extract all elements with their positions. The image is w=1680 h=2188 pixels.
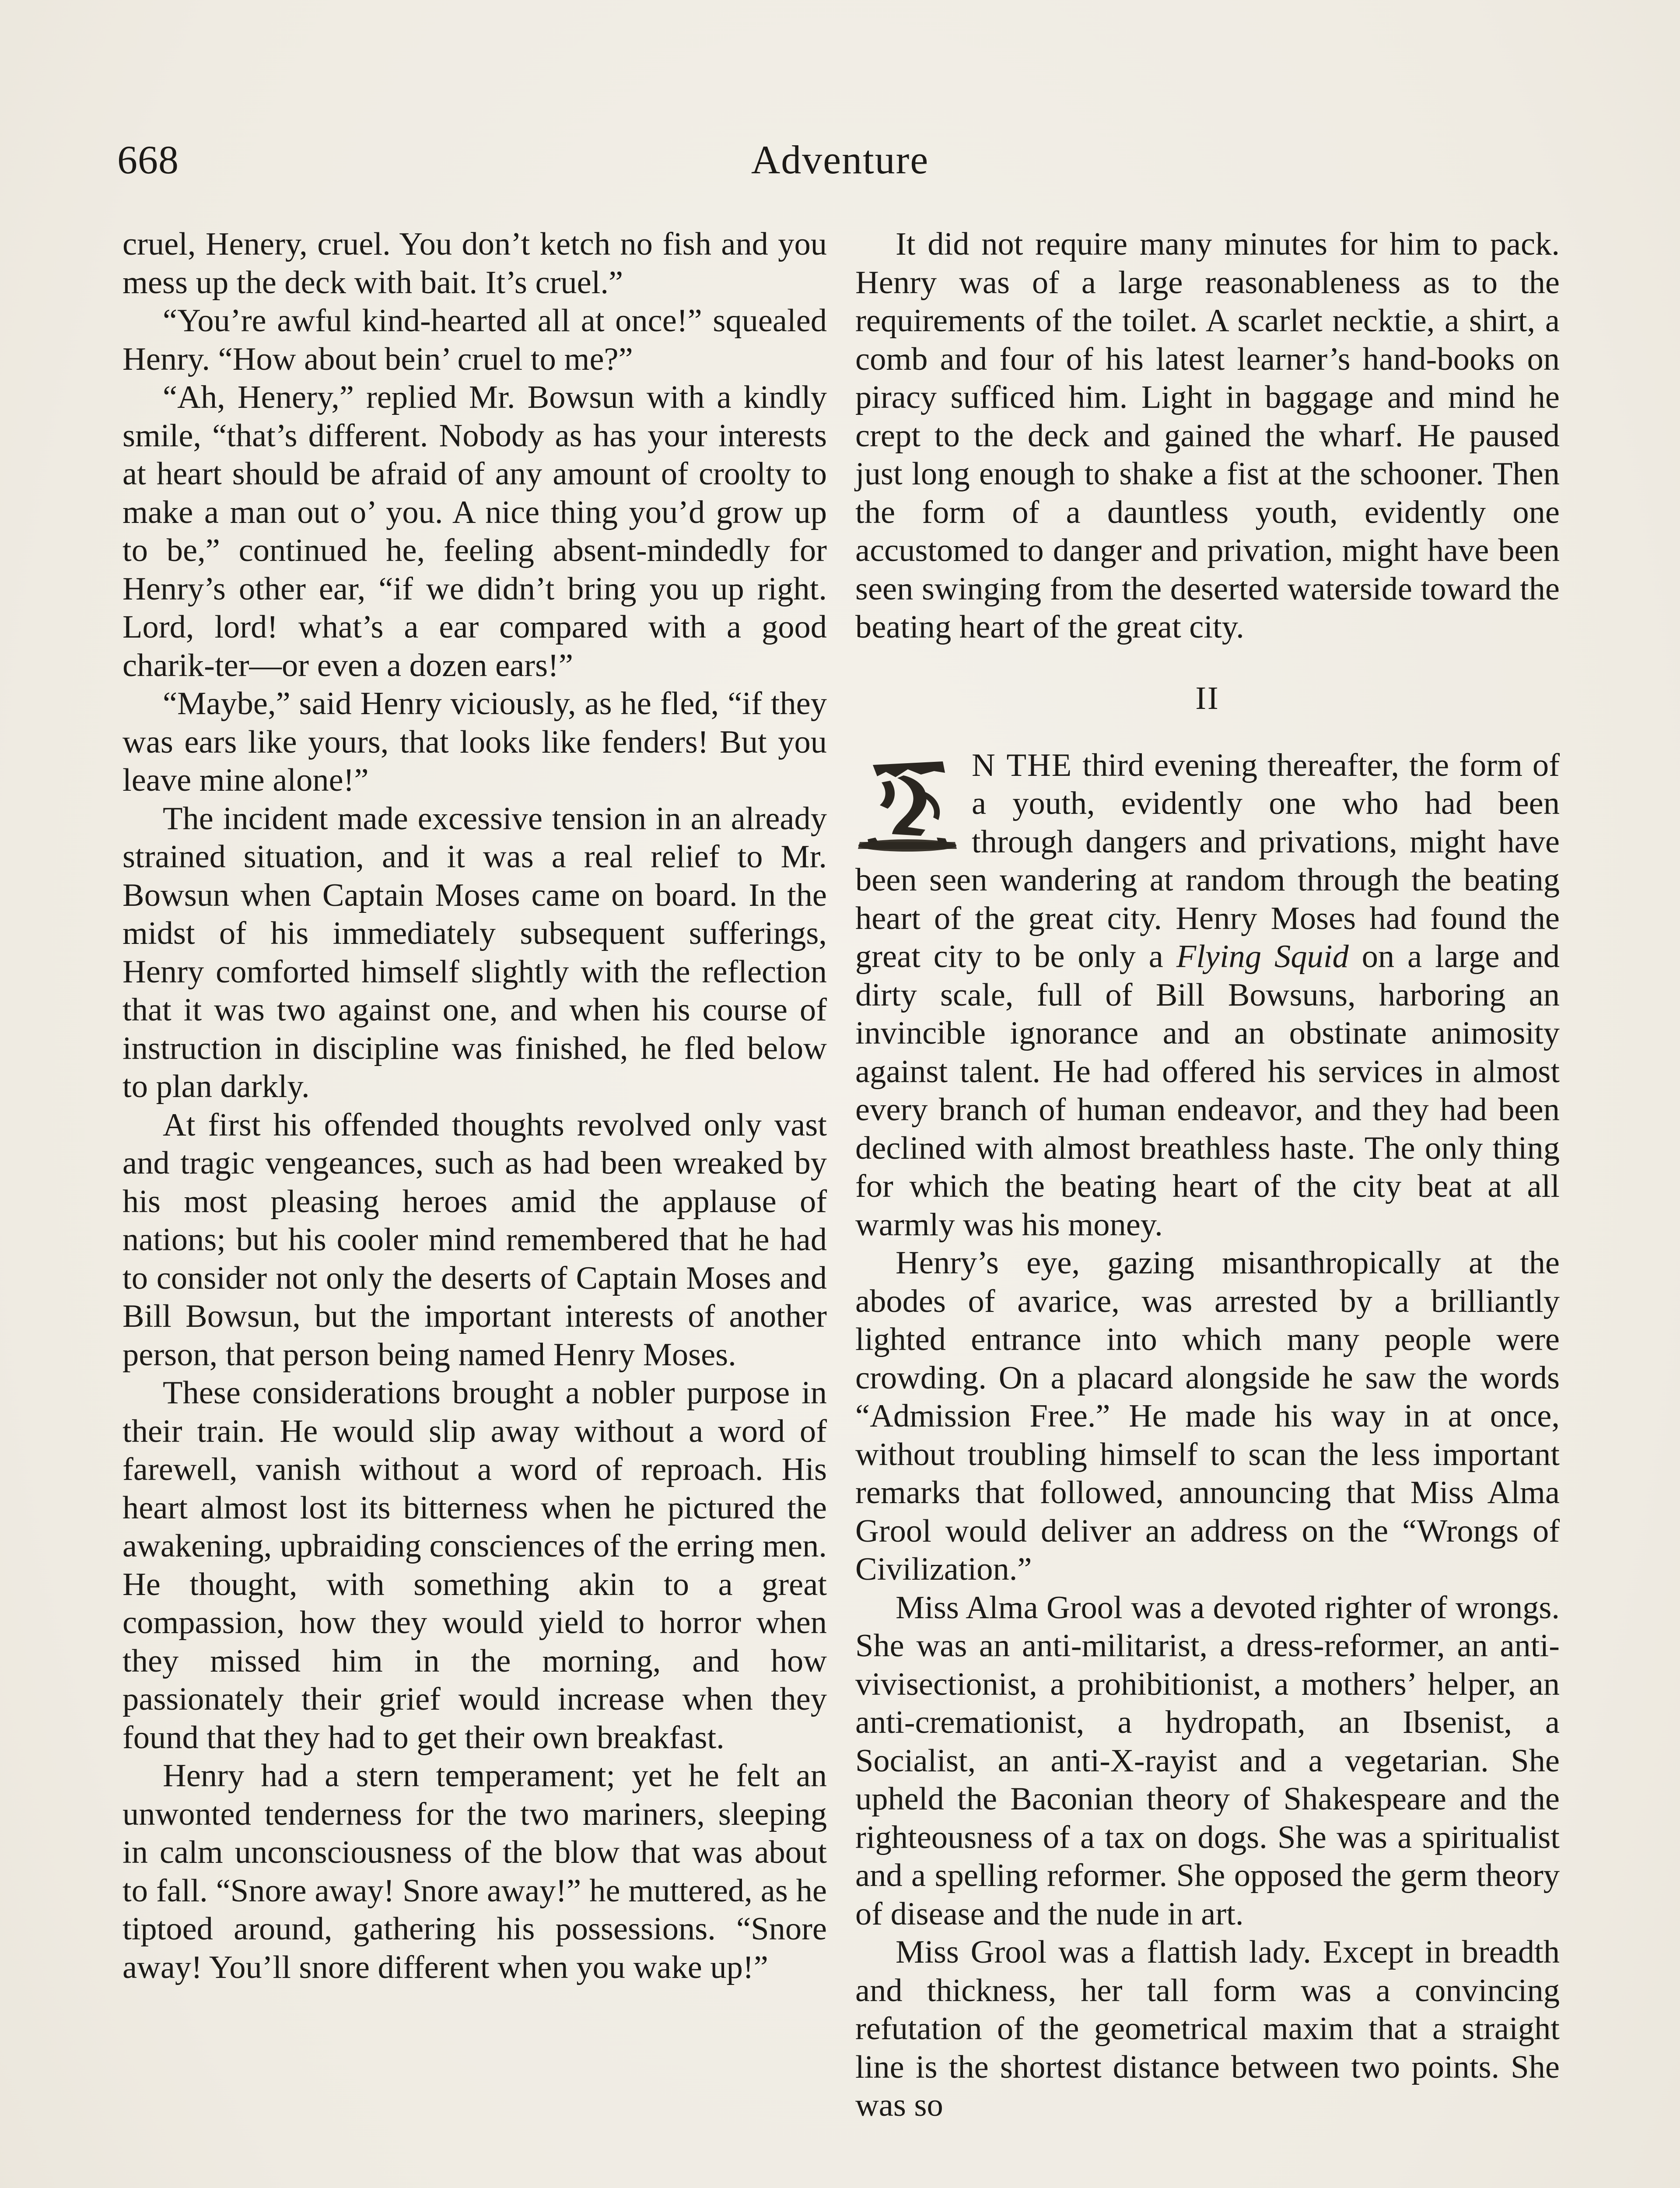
paragraph-text: on a large and dirty scale, full of Bill Bowsuns, harboring an invincible ignorance and an obstinate animosity against talent. He had offered his services in almost every branch of human endeavor, and they had been declined with almost breathless haste. The only thing for which the beating heart of the city beat at all warmly was his money. (855, 939, 1560, 1243)
paragraph: Miss Alma Grool was a devoted righter of wrongs. She was an anti-militarist, a dress-reformer, an anti-vivisectionist, a prohibitionist, a mothers’ helper, an anti-cremationist, a hydropath, an Ibsenist, a Socialist, an anti-X-rayist and a vegetarian. She upheld the Baconian theory of Shakespeare and the righteousness of a tax on dogs. She was a spiritualist and a spelling reformer. She opposed the germ theory of disease and the nude in art. (855, 1589, 1560, 1932)
paragraph-text: third evening thereafter, the form of a youth, evidently one who had been through dangers and privations, might have been seen wandering at random through the beating heart of the great city. Henry Moses had found the great city to be only a (855, 747, 1560, 975)
ornamental-drop-cap-figure-icon (855, 752, 959, 855)
page-number: 668 (117, 137, 179, 182)
paragraph: “You’re awful kind-hearted all at once!” squealed Henry. “How about bein’ cruel to me?” (122, 303, 827, 377)
running-head: Adventure (751, 137, 929, 182)
paragraph: It did not require many minutes for him to pack. Henry was of a large reasonableness as to the requirements of the toilet. A scarlet necktie, a shirt, a comb and four of his latest learner’s hand-books on piracy sufficed him. Light in baggage and mind he crept to the deck and gained the wharf. He paused just long enough to shake a fist at the schooner. Then the form of a dauntless youth, evidently one accustomed to danger and privation, might have been seen swinging from the deserted waterside toward the beating heart of the great city. (855, 226, 1560, 645)
paragraph: Henry had a stern temperament; yet he felt an unwonted tenderness for the two mariners, sleeping in calm unconsciousness of the blow that was about to fall. “Snore away! Snore away!” he muttered, as he tiptoed around, gathering his possessions. “Snore away! You’ll snore different when you wake up!” (122, 1758, 827, 1985)
paragraph: “Maybe,” said Henry viciously, as he fled, “if they was ears like yours, that looks like fenders! But you leave mine alone!” (122, 686, 827, 798)
section-number: II (1195, 680, 1220, 716)
smallcaps-lead: N THE (972, 747, 1073, 783)
paragraph: The incident made excessive tension in an already strained situation, and it was a real relief to Mr. Bowsun when Captain Moses came on board. In the midst of his immediately subsequent sufferings, Henry comforted himself slightly with the reflection that it was two against one, and when his course of instruction in discipline was finished, he fled below to plan darkly. (122, 800, 827, 1105)
page-header (117, 127, 1563, 193)
paragraph: Miss Grool was a flattish lady. Except in breadth and thickness, her tall form was a convincing refutation of the geometrical maxim that a straight line is the shortest distance between two points. She was so (855, 1934, 1560, 2123)
right-column (855, 225, 1560, 2125)
paragraph: At first his offended thoughts revolved only vast and tragic vengeances, such as had been wreaked by his most pleasing heroes amid the applause of nations; but his cooler mind remembered that he had to consider not only the deserts of Captain Moses and Bill Bowsun, but the important interests of another person, that person being named Henry Moses. (122, 1107, 827, 1373)
paragraph: These considerations brought a nobler purpose in their train. He would slip away without a word of farewell, vanish without a word of reproach. His heart almost lost its bitterness when he pictured the awakening, upbraiding consciences of the erring men. He thought, with something akin to a great compassion, how they would yield to horror when they missed him in the morning, and how passionately their grief would increase when they found that they had to get their own breakfast. (122, 1375, 827, 1756)
left-column (122, 225, 827, 1987)
paragraph: cruel, Henery, cruel. You don’t ketch no fish and you mess up the deck with bait. It’s cruel.” (122, 226, 827, 301)
italic-ship-name: Flying Squid (1176, 939, 1349, 975)
section-opening-paragraph (855, 747, 1560, 1245)
paragraph: “Ah, Henery,” replied Mr. Bowsun with a kindly smile, “that’s different. Nobody as has your interests at heart should be afraid of any amount of croolty to make a man out o’ you. A nice thing you’d grow up to be,” continued he, feeling absent-mindedly for Henry’s other ear, “if we didn’t bring you up right. Lord, lord! what’s a ear compared with a good charik-ter—or even a dozen ears!” (122, 379, 827, 684)
paragraph: Henry’s eye, gazing misanthropically at the abodes of avarice, was arrested by a brilliantly lighted entrance into which many people were crowding. On a placard alongside he saw the words “Admission Free.” He made his way in at once, without troubling himself to scan the less important remarks that followed, announcing that Miss Alma Grool would deliver an address on the “Wrongs of Civilization.” (855, 1245, 1560, 1587)
